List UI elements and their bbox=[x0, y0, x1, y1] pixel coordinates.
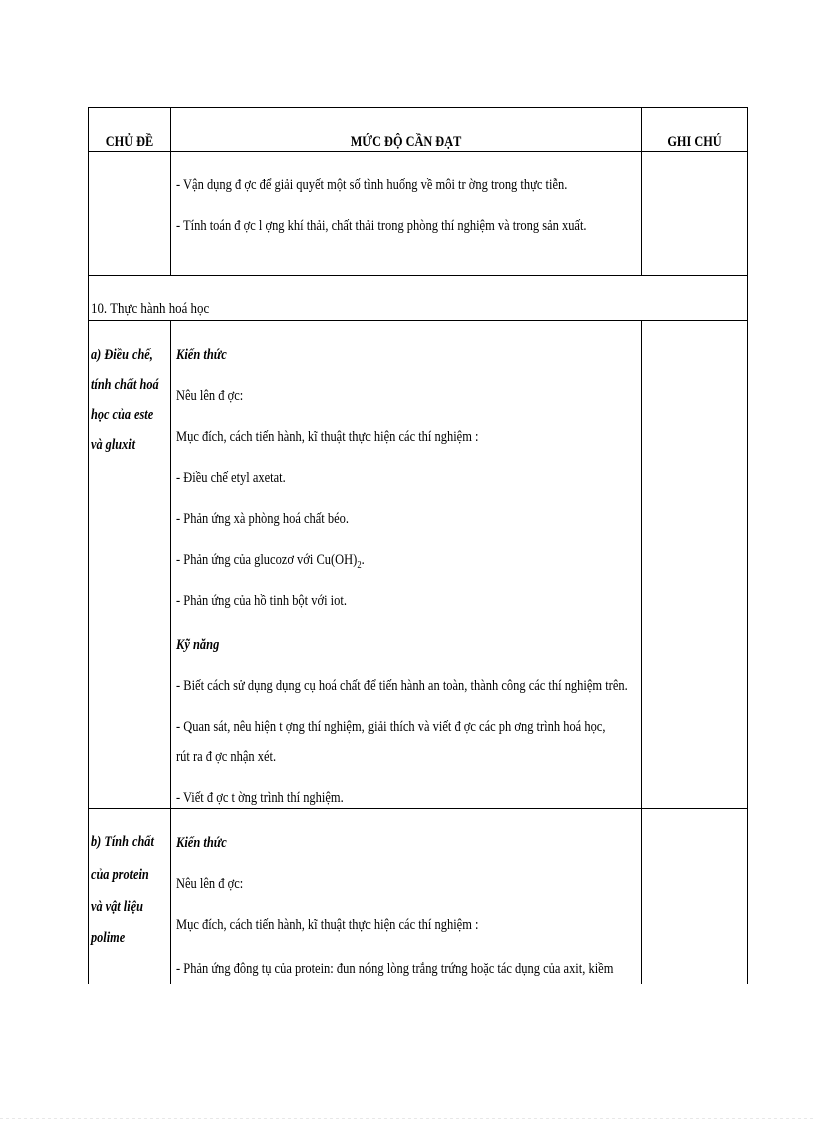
row2-item-2: - Phản ứng xà phòng hoá chất béo. bbox=[176, 511, 349, 527]
row2-topic-line-2: tính chất hoá bbox=[91, 377, 159, 393]
table-left-border bbox=[88, 107, 89, 984]
row2-purpose: Mục đích, cách tiến hành, kĩ thuật thực hiện các thí nghiệm : bbox=[176, 429, 479, 445]
table-top-border bbox=[88, 107, 748, 108]
header-bottom-border bbox=[88, 151, 748, 152]
row2-topic-line-1: a) Điều chế, bbox=[91, 347, 153, 363]
header-notes: GHI CHÚ bbox=[667, 134, 722, 150]
row2-item-4: - Phản ứng của hồ tinh bột với iot. bbox=[176, 593, 347, 609]
row1-bottom-border bbox=[88, 275, 748, 276]
row2-skill-2: - Quan sát, nêu hiện t ợng thí nghiệm, giải thích và viết đ ợc các ph ơng trình hoá học, bbox=[176, 719, 606, 735]
row3-topic-line-4: polime bbox=[91, 930, 126, 946]
row3-topic-line-2: của protein bbox=[91, 867, 149, 883]
row2-skill-1: - Biết cách sử dụng dụng cụ hoá chất để tiến hành an toàn, thành công các thí nghiệm trên. bbox=[176, 678, 628, 694]
page-bottom-edge bbox=[0, 1118, 816, 1119]
row2-bottom-border bbox=[88, 808, 748, 809]
row2-knowledge-heading: Kiến thức bbox=[176, 347, 227, 363]
section-bottom-border bbox=[88, 320, 748, 321]
row2-intro: Nêu lên đ ợc: bbox=[176, 388, 244, 404]
row1-line-1: - Vận dụng đ ợc để giải quyết một số tình huống về môi tr ờng trong thực tiễn. bbox=[176, 177, 568, 193]
row2-skills-heading: Kỹ năng bbox=[176, 637, 220, 653]
header-topic: CHỦ ĐỀ bbox=[105, 134, 154, 150]
row3-topic-line-1: b) Tính chất bbox=[91, 834, 154, 850]
row1-line-2: - Tính toán đ ợc l ợng khí thải, chất thải trong phòng thí nghiệm và trong sản xuất. bbox=[176, 218, 587, 234]
row2-item-3 bbox=[176, 551, 365, 569]
row3-topic-line-3: và vật liệu bbox=[91, 899, 143, 915]
col1-divider-upper bbox=[170, 107, 171, 275]
row2-skill-3: - Viết đ ợc t ờng trình thí nghiệm. bbox=[176, 790, 344, 806]
col2-divider-upper bbox=[641, 107, 642, 275]
row3-purpose: Mục đích, cách tiến hành, kĩ thuật thực hiện các thí nghiệm : bbox=[176, 917, 479, 933]
row2-topic-line-3: học của este bbox=[91, 407, 154, 423]
row2-item-3-subscript: 2 bbox=[357, 559, 362, 571]
col1-divider-lower bbox=[170, 320, 171, 984]
row2-skill-2-cont: rút ra đ ợc nhận xét. bbox=[176, 749, 277, 765]
section-title: 10. Thực hành hoá học bbox=[91, 301, 210, 317]
header-requirement: MỨC ĐỘ CẦN ĐẠT bbox=[350, 134, 462, 150]
row2-topic-line-4: và gluxit bbox=[91, 437, 136, 453]
row3-item-1: - Phản ứng đông tụ của protein: đun nóng lòng trắng trứng hoặc tác dụng của axit, kiềm bbox=[176, 961, 614, 977]
row2-item-3-end: . bbox=[361, 552, 365, 568]
row3-knowledge-heading: Kiến thức bbox=[176, 835, 227, 851]
row3-intro: Nêu lên đ ợc: bbox=[176, 876, 244, 892]
row2-item-1: - Điều chế etyl axetat. bbox=[176, 470, 286, 486]
table-right-border bbox=[747, 107, 748, 984]
col2-divider-lower bbox=[641, 320, 642, 984]
row2-item-3-text: - Phản ứng của glucozơ với Cu(OH) bbox=[176, 552, 358, 568]
